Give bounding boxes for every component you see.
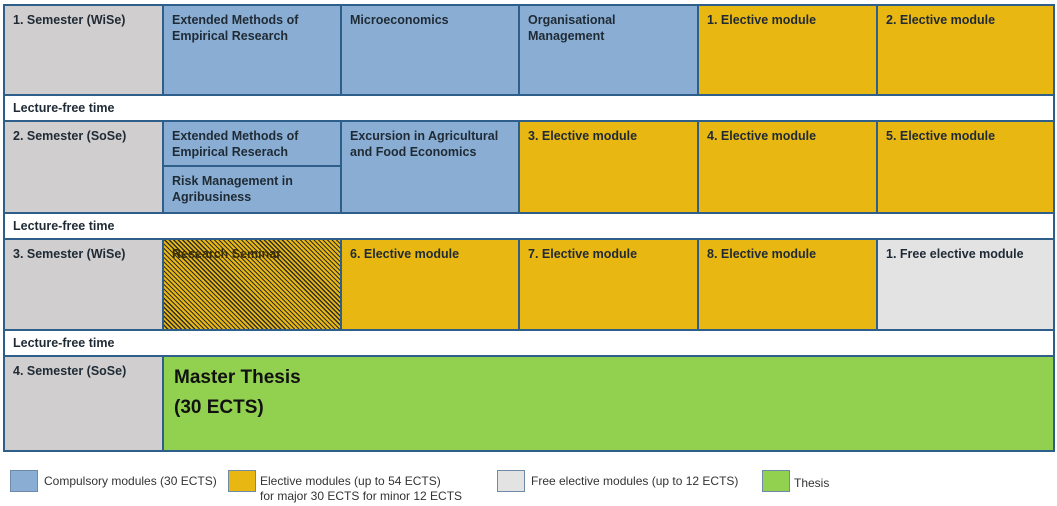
module-label: 1. Elective module	[707, 13, 817, 27]
module-elective-7	[518, 238, 699, 331]
module-label: Organisational Management	[528, 13, 616, 43]
module-elective-3	[518, 120, 699, 214]
legend-swatch-elective	[228, 470, 256, 492]
module-label: 2. Elective module	[886, 13, 996, 27]
thesis-ects: (30 ECTS)	[174, 397, 264, 418]
module-risk-management	[162, 165, 342, 214]
module-label: Microeconomics	[350, 13, 449, 27]
legend	[0, 470, 1057, 506]
lecture-free-label: Lecture-free time	[13, 219, 115, 233]
module-elective-6	[340, 238, 520, 331]
module-label: Extended Methods of Empirical Research	[172, 13, 299, 43]
legend-label-free: Free elective modules (up to 12 ECTS)	[531, 474, 739, 488]
legend-label-elective-line1: Elective modules (up to 54 ECTS)	[260, 474, 441, 488]
module-free-elective-1	[876, 238, 1055, 331]
semester-3-label: 3. Semester (WiSe)	[13, 247, 126, 261]
semester-1-cell	[3, 4, 164, 96]
lecture-free-label: Lecture-free time	[13, 101, 115, 115]
module-extended-methods-2	[162, 120, 342, 167]
legend-label-elective-line2: for major 30 ECTS for minor 12 ECTS	[260, 489, 463, 503]
module-elective-4	[697, 120, 878, 214]
module-label: 8. Elective module	[707, 247, 817, 261]
module-label: Excursion in Agricultural and Food Economics	[350, 129, 499, 159]
module-elective-8	[697, 238, 878, 331]
lecture-free-time-1	[3, 94, 1055, 122]
module-elective-1	[697, 4, 878, 96]
module-label: Research Seminar	[172, 247, 282, 261]
module-label: Risk Management in Agribusiness	[172, 174, 293, 204]
module-extended-methods	[162, 4, 342, 96]
legend-label-compulsory: Compulsory modules (30 ECTS)	[44, 474, 217, 488]
thesis-title: Master Thesis	[174, 367, 301, 388]
semester-3-cell	[3, 238, 164, 331]
legend-swatch-free	[497, 470, 525, 492]
semester-1-label: 1. Semester (WiSe)	[13, 13, 126, 27]
lecture-free-time-2	[3, 212, 1055, 240]
module-label: 6. Elective module	[350, 247, 460, 261]
lecture-free-time-3	[3, 329, 1055, 357]
legend-swatch-compulsory	[10, 470, 38, 492]
lecture-free-label: Lecture-free time	[13, 336, 115, 350]
module-organisational-management	[518, 4, 699, 96]
module-label: 5. Elective module	[886, 129, 996, 143]
module-elective-2	[876, 4, 1055, 96]
module-elective-5	[876, 120, 1055, 214]
module-label: 1. Free elective module	[886, 247, 1024, 261]
legend-swatch-thesis	[762, 470, 790, 492]
legend-label-elective	[260, 474, 462, 504]
module-label: 4. Elective module	[707, 129, 817, 143]
module-label: Extended Methods of Empirical Reserach	[172, 129, 299, 159]
legend-label-thesis: Thesis	[794, 476, 830, 490]
semester-4-cell	[3, 355, 164, 452]
module-microeconomics	[340, 4, 520, 96]
module-label: 7. Elective module	[528, 247, 638, 261]
semester-2-cell	[3, 120, 164, 214]
module-excursion	[340, 120, 520, 214]
semester-2-label: 2. Semester (SoSe)	[13, 129, 127, 143]
module-research-seminar	[162, 238, 342, 331]
semester-4-label: 4. Semester (SoSe)	[13, 364, 127, 378]
module-label: 3. Elective module	[528, 129, 638, 143]
master-thesis-block	[162, 355, 1055, 452]
